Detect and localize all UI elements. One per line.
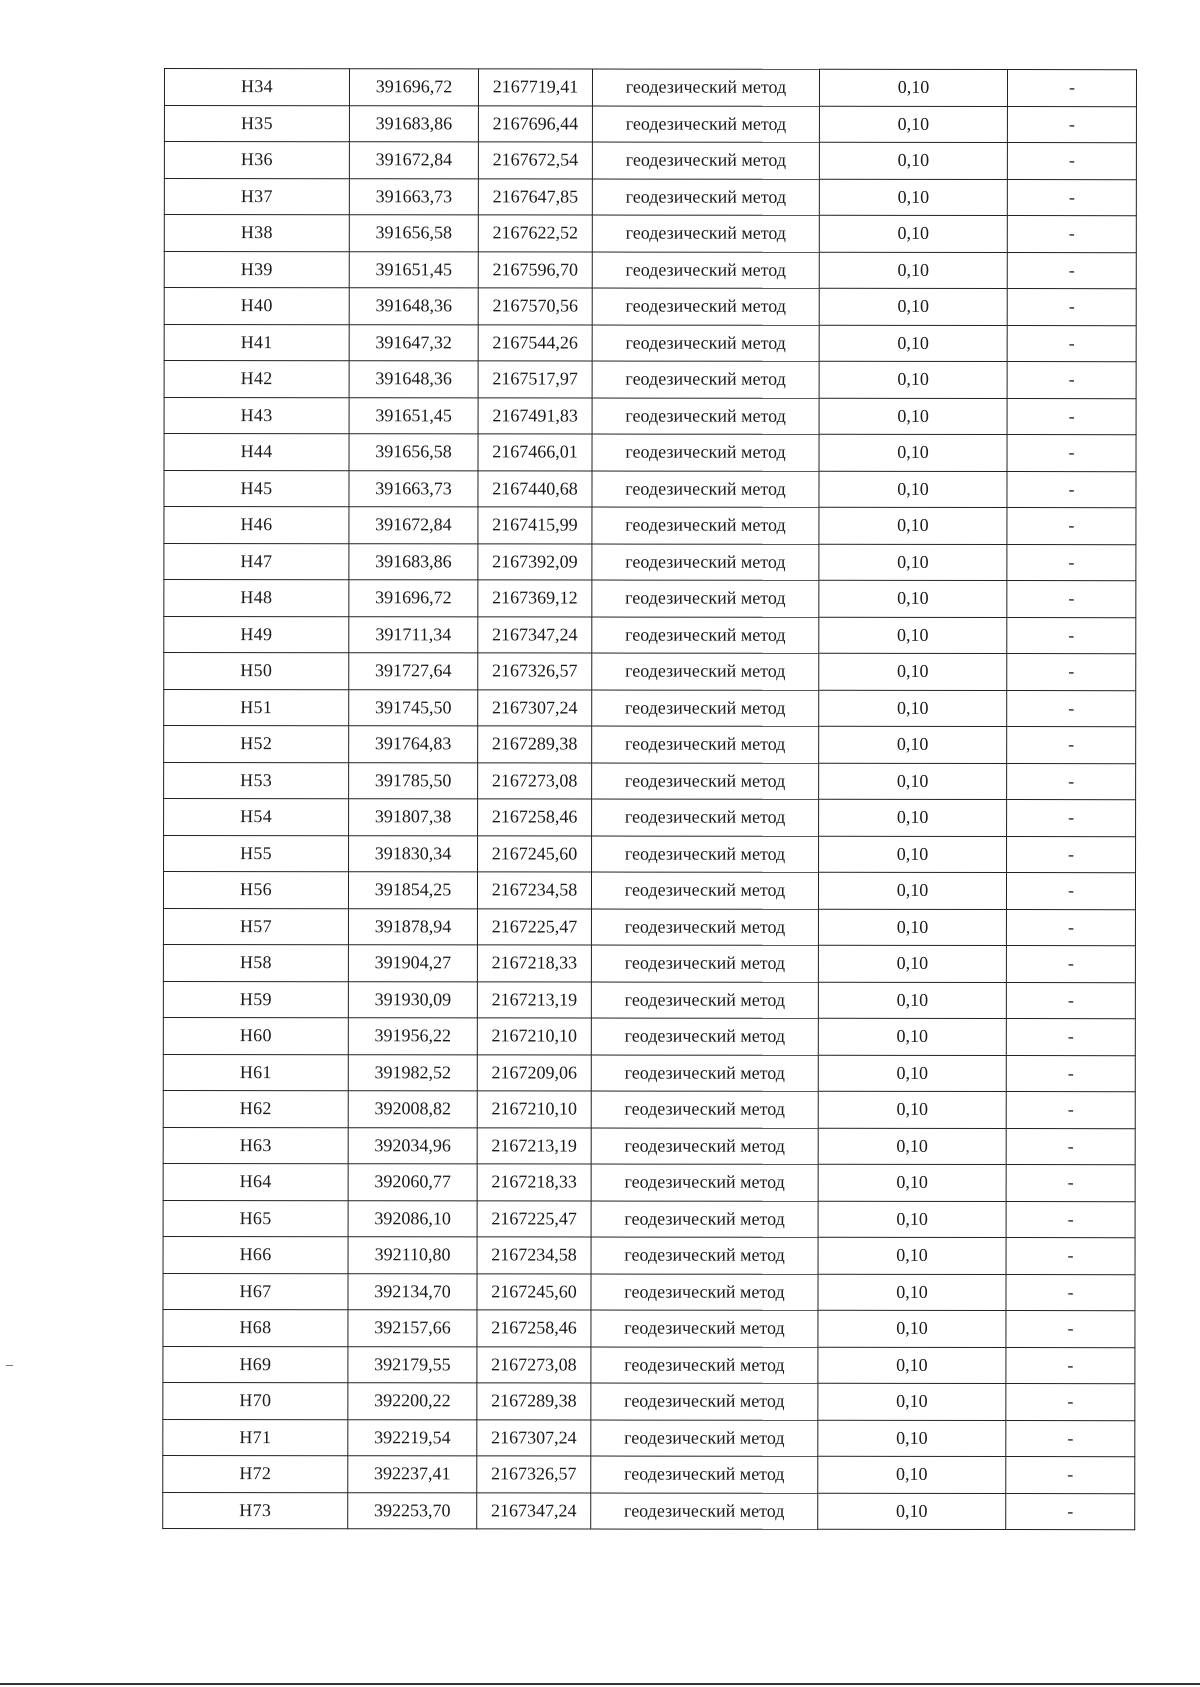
point-number-cell: Н66 (163, 1236, 348, 1273)
method-cell: геодезический метод (592, 653, 819, 690)
y-coordinate-cell: 2167213,19 (477, 981, 591, 1018)
method-cell: геодезический метод (592, 544, 819, 581)
y-coordinate-cell: 2167210,10 (477, 1091, 591, 1128)
method-cell: геодезический метод (591, 1091, 818, 1128)
accuracy-cell: 0,10 (818, 1164, 1006, 1201)
method-cell: геодезический метод (591, 1347, 818, 1384)
point-number-cell: Н65 (163, 1200, 348, 1237)
method-cell: геодезический метод (591, 1055, 818, 1092)
y-coordinate-cell: 2167596,70 (478, 251, 592, 288)
x-coordinate-cell: 391651,45 (349, 397, 478, 434)
accuracy-cell: 0,10 (819, 179, 1007, 216)
table-row (163, 1054, 1135, 1092)
table-row (164, 580, 1136, 618)
note-cell: - (1006, 873, 1135, 910)
x-coordinate-cell: 392034,96 (348, 1127, 477, 1164)
point-number-cell: Н57 (163, 908, 348, 945)
x-coordinate-cell: 392219,54 (348, 1419, 477, 1456)
accuracy-cell: 0,10 (818, 1128, 1006, 1165)
point-number-cell: Н35 (164, 105, 349, 142)
method-cell: геодезический метод (591, 1310, 818, 1347)
table-row (164, 142, 1136, 180)
point-number-cell: Н71 (163, 1419, 348, 1456)
accuracy-cell: 0,10 (819, 507, 1007, 544)
accuracy-cell: 0,10 (819, 580, 1007, 617)
method-cell: геодезический метод (591, 945, 818, 982)
x-coordinate-cell: 391672,84 (349, 142, 478, 179)
point-number-cell: Н62 (163, 1090, 348, 1127)
note-cell: - (1006, 1457, 1135, 1494)
method-cell: геодезический метод (592, 507, 819, 544)
note-cell: - (1006, 1165, 1135, 1202)
x-coordinate-cell: 391854,25 (348, 872, 477, 909)
method-cell: геодезический метод (591, 1493, 818, 1530)
method-cell: геодезический метод (591, 1237, 818, 1274)
note-cell: - (1007, 727, 1136, 764)
accuracy-cell: 0,10 (819, 69, 1007, 106)
x-coordinate-cell: 391956,22 (348, 1018, 477, 1055)
point-number-cell: Н48 (164, 580, 349, 617)
y-coordinate-cell: 2167347,24 (477, 1492, 591, 1529)
table-row (164, 215, 1136, 253)
method-cell: геодезический метод (592, 361, 819, 398)
method-cell: геодезический метод (591, 1383, 818, 1420)
accuracy-cell: 0,10 (819, 288, 1007, 325)
y-coordinate-cell: 2167466,01 (478, 434, 592, 471)
point-number-cell: Н46 (164, 507, 349, 544)
table-row (163, 944, 1135, 982)
point-number-cell: Н38 (164, 215, 349, 252)
table-row (163, 1017, 1135, 1055)
note-cell: - (1007, 289, 1136, 326)
table-row (163, 1492, 1135, 1530)
method-cell: геодезический метод (591, 1018, 818, 1055)
y-coordinate-cell: 2167225,47 (477, 908, 591, 945)
x-coordinate-cell: 392086,10 (348, 1200, 477, 1237)
note-cell: - (1007, 325, 1136, 362)
method-cell: геодезический метод (592, 398, 819, 435)
table-row (164, 105, 1136, 143)
x-coordinate-cell: 391648,36 (349, 288, 478, 325)
y-coordinate-cell: 2167570,56 (478, 288, 592, 325)
method-cell: геодезический метод (591, 1164, 818, 1201)
accuracy-cell: 0,10 (819, 142, 1007, 179)
note-cell: - (1007, 508, 1136, 545)
accuracy-cell: 0,10 (818, 1493, 1006, 1530)
table-row (164, 178, 1136, 216)
note-cell: - (1007, 143, 1136, 180)
coordinates-table-body (163, 69, 1137, 1530)
point-number-cell: Н64 (163, 1163, 348, 1200)
table-row (163, 908, 1135, 946)
x-coordinate-cell: 391764,83 (349, 726, 478, 763)
point-number-cell: Н52 (164, 726, 349, 763)
y-coordinate-cell: 2167415,99 (478, 507, 592, 544)
method-cell: геодезический метод (592, 580, 819, 617)
table-row (163, 1090, 1135, 1128)
point-number-cell: Н61 (163, 1054, 348, 1091)
accuracy-cell: 0,10 (818, 872, 1006, 909)
table-row (163, 1273, 1135, 1311)
table-row (163, 872, 1135, 910)
point-number-cell: Н58 (163, 944, 348, 981)
y-coordinate-cell: 2167369,12 (478, 580, 592, 617)
y-coordinate-cell: 2167225,47 (477, 1200, 591, 1237)
method-cell: геодезический метод (592, 726, 819, 763)
point-number-cell: Н67 (163, 1273, 348, 1310)
x-coordinate-cell: 391656,58 (349, 434, 478, 471)
x-coordinate-cell: 392179,55 (348, 1346, 477, 1383)
method-cell: геодезический метод (592, 434, 819, 471)
note-cell: - (1007, 179, 1136, 216)
point-number-cell: Н49 (164, 616, 349, 653)
table-row (164, 799, 1136, 837)
y-coordinate-cell: 2167234,58 (477, 872, 591, 909)
note-cell: - (1007, 70, 1136, 107)
method-cell: геодезический метод (592, 69, 819, 106)
table-row (163, 1455, 1135, 1493)
point-number-cell: Н60 (163, 1017, 348, 1054)
table-row (164, 689, 1136, 727)
accuracy-cell: 0,10 (819, 836, 1007, 873)
y-coordinate-cell: 2167289,38 (477, 1383, 591, 1420)
method-cell: геодезический метод (592, 836, 819, 873)
table-row (163, 1236, 1135, 1274)
page-bottom-rule (0, 1683, 1200, 1685)
note-cell: - (1007, 216, 1136, 253)
x-coordinate-cell: 392157,66 (348, 1310, 477, 1347)
point-number-cell: Н40 (164, 288, 349, 325)
note-cell: - (1006, 1384, 1135, 1421)
accuracy-cell: 0,10 (819, 690, 1007, 727)
margin-mark (6, 1365, 13, 1366)
method-cell: геодезический метод (592, 142, 819, 179)
y-coordinate-cell: 2167245,60 (477, 1273, 591, 1310)
table-row (164, 69, 1136, 107)
accuracy-cell: 0,10 (818, 1383, 1006, 1420)
table-row (163, 1346, 1135, 1384)
accuracy-cell: 0,10 (818, 1274, 1006, 1311)
accuracy-cell: 0,10 (819, 471, 1007, 508)
method-cell: геодезический метод (592, 471, 819, 508)
method-cell: геодезический метод (592, 763, 819, 800)
accuracy-cell: 0,10 (819, 799, 1007, 836)
table-row (163, 1127, 1135, 1165)
point-number-cell: Н41 (164, 324, 349, 361)
x-coordinate-cell: 392200,22 (348, 1383, 477, 1420)
note-cell: - (1007, 763, 1136, 800)
note-cell: - (1006, 1092, 1135, 1129)
method-cell: геодезический метод (592, 215, 819, 252)
accuracy-cell: 0,10 (819, 398, 1007, 435)
y-coordinate-cell: 2167326,57 (477, 1456, 591, 1493)
y-coordinate-cell: 2167696,44 (478, 105, 592, 142)
y-coordinate-cell: 2167440,68 (478, 470, 592, 507)
point-number-cell: Н36 (164, 142, 349, 179)
y-coordinate-cell: 2167289,38 (478, 726, 592, 763)
accuracy-cell: 0,10 (819, 617, 1007, 654)
note-cell: - (1006, 946, 1135, 983)
note-cell: - (1006, 1238, 1135, 1275)
y-coordinate-cell: 2167622,52 (478, 215, 592, 252)
x-coordinate-cell: 392110,80 (348, 1237, 477, 1274)
table-row (163, 981, 1135, 1019)
x-coordinate-cell: 391647,32 (349, 324, 478, 361)
table-row (164, 470, 1136, 508)
x-coordinate-cell: 391785,50 (349, 762, 478, 799)
y-coordinate-cell: 2167307,24 (478, 689, 592, 726)
method-cell: геодезический метод (591, 1201, 818, 1238)
accuracy-cell: 0,10 (819, 653, 1007, 690)
y-coordinate-cell: 2167347,24 (478, 616, 592, 653)
x-coordinate-cell: 391663,73 (349, 178, 478, 215)
y-coordinate-cell: 2167392,09 (478, 543, 592, 580)
note-cell: - (1007, 617, 1136, 654)
x-coordinate-cell: 391696,72 (349, 580, 478, 617)
y-coordinate-cell: 2167647,85 (478, 178, 592, 215)
x-coordinate-cell: 391648,36 (349, 361, 478, 398)
y-coordinate-cell: 2167544,26 (478, 324, 592, 361)
note-cell: - (1007, 800, 1136, 837)
y-coordinate-cell: 2167307,24 (477, 1419, 591, 1456)
point-number-cell: Н59 (163, 981, 348, 1018)
y-coordinate-cell: 2167672,54 (478, 142, 592, 179)
table-row (163, 1200, 1135, 1238)
point-number-cell: Н68 (163, 1309, 348, 1346)
y-coordinate-cell: 2167719,41 (478, 69, 592, 106)
accuracy-cell: 0,10 (819, 325, 1007, 362)
point-number-cell: Н50 (164, 653, 349, 690)
point-number-cell: Н45 (164, 470, 349, 507)
y-coordinate-cell: 2167273,08 (478, 762, 592, 799)
y-coordinate-cell: 2167326,57 (478, 653, 592, 690)
table-row (164, 361, 1136, 399)
note-cell: - (1006, 1493, 1135, 1530)
x-coordinate-cell: 391663,73 (349, 470, 478, 507)
x-coordinate-cell: 391904,27 (348, 945, 477, 982)
x-coordinate-cell: 391727,64 (349, 653, 478, 690)
accuracy-cell: 0,10 (819, 106, 1007, 143)
note-cell: - (1006, 1128, 1135, 1165)
note-cell: - (1006, 1420, 1135, 1457)
table-row (164, 434, 1136, 472)
note-cell: - (1006, 1311, 1135, 1348)
point-number-cell: Н42 (164, 361, 349, 398)
note-cell: - (1007, 106, 1136, 143)
table-row (163, 1163, 1135, 1201)
point-number-cell: Н69 (163, 1346, 348, 1383)
method-cell: геодезический метод (592, 288, 819, 325)
x-coordinate-cell: 391930,09 (348, 981, 477, 1018)
x-coordinate-cell: 391711,34 (349, 616, 478, 653)
note-cell: - (1007, 471, 1136, 508)
point-number-cell: Н54 (164, 799, 349, 836)
y-coordinate-cell: 2167210,10 (477, 1018, 591, 1055)
table-row (164, 397, 1136, 435)
table-row (163, 1382, 1135, 1420)
point-number-cell: Н53 (164, 762, 349, 799)
method-cell: геодезический метод (592, 252, 819, 289)
accuracy-cell: 0,10 (818, 1201, 1006, 1238)
accuracy-cell: 0,10 (818, 1018, 1006, 1055)
x-coordinate-cell: 391683,86 (349, 105, 478, 142)
method-cell: геодезический метод (591, 982, 818, 1019)
note-cell: - (1006, 1274, 1135, 1311)
point-number-cell: Н34 (164, 69, 349, 106)
x-coordinate-cell: 392237,41 (348, 1456, 477, 1493)
note-cell: - (1006, 1347, 1135, 1384)
note-cell: - (1007, 654, 1136, 691)
x-coordinate-cell: 391807,38 (349, 799, 478, 836)
accuracy-cell: 0,10 (819, 726, 1007, 763)
x-coordinate-cell: 392253,70 (348, 1492, 477, 1529)
y-coordinate-cell: 2167258,46 (478, 799, 592, 836)
y-coordinate-cell: 2167234,58 (477, 1237, 591, 1274)
method-cell: геодезический метод (592, 690, 819, 727)
note-cell: - (1006, 1201, 1135, 1238)
note-cell: - (1007, 581, 1136, 618)
note-cell: - (1007, 252, 1136, 289)
point-number-cell: Н73 (163, 1492, 348, 1529)
method-cell: геодезический метод (591, 909, 818, 946)
accuracy-cell: 0,10 (818, 1310, 1006, 1347)
x-coordinate-cell: 391672,84 (349, 507, 478, 544)
note-cell: - (1007, 690, 1136, 727)
method-cell: геодезический метод (591, 1456, 818, 1493)
table-row (164, 616, 1136, 654)
accuracy-cell: 0,10 (819, 544, 1007, 581)
table-row (164, 835, 1136, 873)
accuracy-cell: 0,10 (819, 763, 1007, 800)
table-row (164, 288, 1136, 326)
point-number-cell: Н37 (164, 178, 349, 215)
y-coordinate-cell: 2167213,19 (477, 1127, 591, 1164)
method-cell: геодезический метод (592, 106, 819, 143)
point-number-cell: Н55 (164, 835, 349, 872)
y-coordinate-cell: 2167209,06 (477, 1054, 591, 1091)
table-row (164, 251, 1136, 289)
accuracy-cell: 0,10 (818, 1237, 1006, 1274)
x-coordinate-cell: 391745,50 (349, 689, 478, 726)
method-cell: геодезический метод (591, 1274, 818, 1311)
point-number-cell: Н72 (163, 1455, 348, 1492)
accuracy-cell: 0,10 (819, 434, 1007, 471)
point-number-cell: Н39 (164, 251, 349, 288)
x-coordinate-cell: 391830,34 (349, 835, 478, 872)
accuracy-cell: 0,10 (818, 945, 1006, 982)
y-coordinate-cell: 2167258,46 (477, 1310, 591, 1347)
note-cell: - (1006, 982, 1135, 1019)
note-cell: - (1006, 1019, 1135, 1056)
table-row (164, 762, 1136, 800)
y-coordinate-cell: 2167491,83 (478, 397, 592, 434)
x-coordinate-cell: 392134,70 (348, 1273, 477, 1310)
point-number-cell: Н70 (163, 1382, 348, 1419)
y-coordinate-cell: 2167218,33 (477, 945, 591, 982)
table-row (163, 1419, 1135, 1457)
x-coordinate-cell: 391683,86 (349, 543, 478, 580)
accuracy-cell: 0,10 (818, 982, 1006, 1019)
x-coordinate-cell: 391696,72 (349, 69, 478, 106)
point-number-cell: Н63 (163, 1127, 348, 1164)
note-cell: - (1007, 544, 1136, 581)
method-cell: геодезический метод (591, 1128, 818, 1165)
accuracy-cell: 0,10 (819, 361, 1007, 398)
x-coordinate-cell: 392060,77 (348, 1164, 477, 1201)
table-row (164, 543, 1136, 581)
accuracy-cell: 0,10 (819, 252, 1007, 289)
y-coordinate-cell: 2167218,33 (477, 1164, 591, 1201)
point-number-cell: Н56 (163, 872, 348, 909)
table-row (164, 726, 1136, 764)
point-number-cell: Н51 (164, 689, 349, 726)
method-cell: геодезический метод (592, 325, 819, 362)
accuracy-cell: 0,10 (818, 1456, 1006, 1493)
accuracy-cell: 0,10 (818, 1420, 1006, 1457)
x-coordinate-cell: 391651,45 (349, 251, 478, 288)
note-cell: - (1006, 1055, 1135, 1092)
accuracy-cell: 0,10 (819, 215, 1007, 252)
method-cell: геодезический метод (591, 1420, 818, 1457)
x-coordinate-cell: 391982,52 (348, 1054, 477, 1091)
method-cell: геодезический метод (591, 872, 818, 909)
y-coordinate-cell: 2167273,08 (477, 1346, 591, 1383)
table-row (164, 324, 1136, 362)
note-cell: - (1007, 362, 1136, 399)
accuracy-cell: 0,10 (818, 1347, 1006, 1384)
accuracy-cell: 0,10 (818, 909, 1006, 946)
x-coordinate-cell: 392008,82 (348, 1091, 477, 1128)
coordinates-table (162, 68, 1137, 1530)
accuracy-cell: 0,10 (818, 1091, 1006, 1128)
y-coordinate-cell: 2167245,60 (478, 835, 592, 872)
point-number-cell: Н44 (164, 434, 349, 471)
x-coordinate-cell: 391656,58 (349, 215, 478, 252)
x-coordinate-cell: 391878,94 (348, 908, 477, 945)
table-row (163, 1309, 1135, 1347)
note-cell: - (1007, 435, 1136, 472)
y-coordinate-cell: 2167517,97 (478, 361, 592, 398)
note-cell: - (1007, 398, 1136, 435)
table-row (164, 507, 1136, 545)
accuracy-cell: 0,10 (818, 1055, 1006, 1092)
note-cell: - (1006, 909, 1135, 946)
note-cell: - (1007, 836, 1136, 873)
method-cell: геодезический метод (592, 799, 819, 836)
table-row (164, 653, 1136, 691)
method-cell: геодезический метод (592, 179, 819, 216)
method-cell: геодезический метод (592, 617, 819, 654)
point-number-cell: Н47 (164, 543, 349, 580)
point-number-cell: Н43 (164, 397, 349, 434)
